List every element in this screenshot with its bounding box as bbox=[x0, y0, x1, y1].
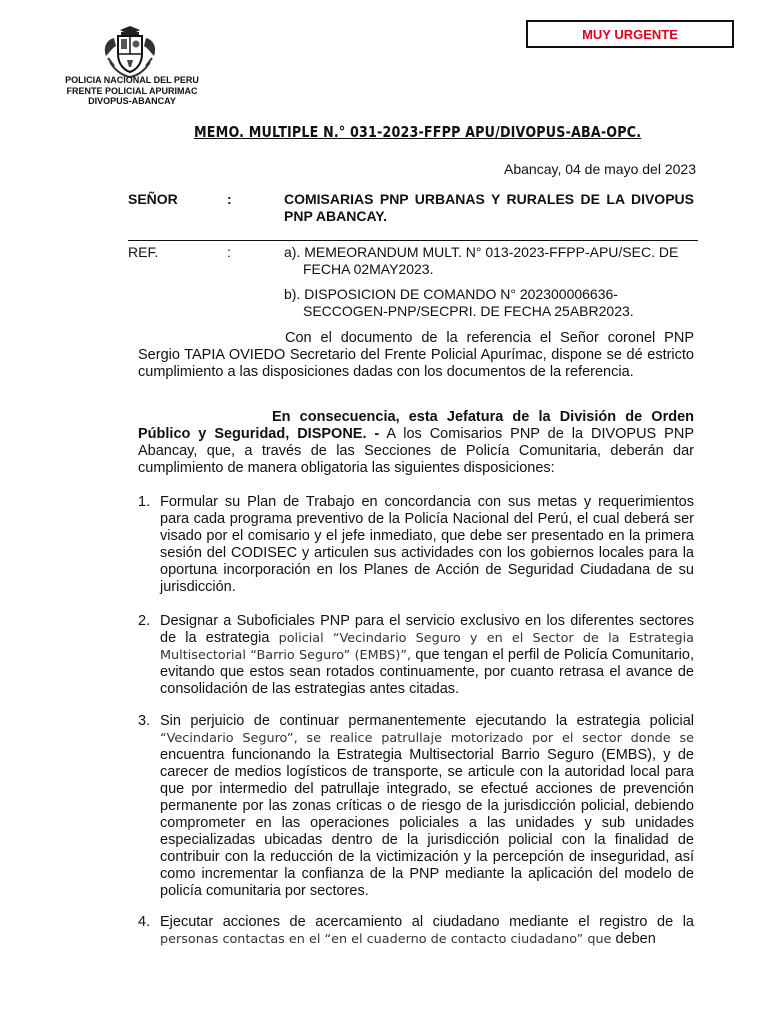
list-item-text bbox=[160, 713, 694, 900]
institution-header bbox=[52, 75, 212, 107]
list-item-text: Formular su Plan de Trabajo en concordancia con sus metas y requerimientos para cada programa preventivo de la Policía Nacional del Perú, el cual deberá ser visado por el comisario y el jefe inmediato, que debe ser presentado en la primera sesión del CODISEC y articulen sus actividades con los gobiernos locales para la oportuna incorporación en los Planes de Acción de Seguridad Ciudadana de su jurisdicción. bbox=[160, 494, 694, 595]
police-seal-icon bbox=[100, 22, 160, 80]
list-item-text-part: policial “Vecindario Seguro y en el Sector de la Estrategia Multisectorial “Barrio Seguro” (EMBS)”, bbox=[160, 631, 694, 663]
reference-a-line: FECHA 02MAY2023. bbox=[303, 260, 434, 277]
to-colon: : bbox=[227, 191, 232, 207]
list-item-text-part: deben bbox=[611, 931, 656, 947]
paragraph-2-text: A los Comisarios PNP de la DIVOPUS PNP Abancay, que, a través de las Secciones de Policía Comunitaria, deberán dar cumplimiento de manera obligatoria las siguientes disposiciones: bbox=[138, 426, 694, 476]
memo-date: Abancay, 04 de mayo del 2023 bbox=[504, 161, 696, 177]
list-item-number: 3. bbox=[138, 713, 151, 729]
paragraph-1 bbox=[138, 330, 694, 381]
list-item-text-part: personas contactas en el “en el cuaderno de contacto ciudadano” que bbox=[160, 932, 612, 947]
addressee: COMISARIAS PNP URBANAS Y RURALES DE LA DIVOPUS PNP ABANCAY. bbox=[284, 191, 694, 224]
paragraph-2-bold: En consecuencia, esta Jefatura de la División de Orden Público y Seguridad, DISPONE. - bbox=[138, 409, 694, 442]
list-item-number: 4. bbox=[138, 914, 151, 930]
list-item-text-part: que tengan el perfil de Policía Comunitario, evitando que estos sean rotados continuamente, por cuanto retrasa el avance de consolidación de las estrategias antes citadas. bbox=[160, 647, 694, 697]
list-item bbox=[138, 613, 694, 698]
ref-colon: : bbox=[227, 244, 231, 260]
list-item-text bbox=[160, 914, 694, 948]
reference-b-line: SECCOGEN-PNP/SECPRI. DE FECHA 25ABR2023. bbox=[303, 302, 634, 319]
institution-line: DIVOPUS-ABANCAY bbox=[88, 96, 176, 106]
to-label: SEÑOR bbox=[128, 191, 178, 207]
list-item bbox=[138, 713, 694, 900]
list-item-text-part: Designar a Suboficiales PNP para el servicio exclusivo en los diferentes sectores de la estrategia bbox=[160, 613, 694, 646]
ref-label: REF. bbox=[128, 244, 159, 260]
institution-line: FRENTE POLICIAL APURIMAC bbox=[66, 85, 198, 96]
reference-b-line: b). DISPOSICION DE COMANDO N° 202300006636- bbox=[284, 286, 618, 302]
list-item-number: 2. bbox=[138, 613, 151, 629]
list-item bbox=[138, 914, 694, 948]
divider bbox=[128, 240, 698, 241]
paragraph-1-text: Con el documento de la referencia el Señor coronel PNP Sergio TAPIA OVIEDO Secretario del Frente Policial Apurímac, dispone se dé estricto cumplimiento a las disposiciones dadas con los documentos de la referencia. bbox=[138, 330, 694, 380]
paragraph-2 bbox=[138, 409, 694, 477]
list-item-text bbox=[160, 613, 694, 698]
list-item-text-part: Sin perjuicio de continuar permanentemente ejecutando la estrategia policial bbox=[160, 713, 694, 729]
list-item-text-part: “Vecindario Seguro”, se realice patrullaje motorizado por el sector donde se bbox=[160, 731, 694, 746]
memo-title: MEMO. MULTIPLE N.° 031-2023-FFPP APU/DIVOPUS-ABA-OPC. bbox=[194, 123, 642, 141]
list-item-text-part: Ejecutar acciones de acercamiento al ciudadano mediante el registro de la bbox=[160, 914, 694, 930]
reference-b bbox=[284, 286, 696, 319]
reference-a-line: a). MEMEORANDUM MULT. N° 013-2023-FFPP-APU/SEC. DE bbox=[284, 244, 679, 260]
list-item bbox=[138, 494, 694, 596]
institution-line: POLICIA NACIONAL DEL PERU bbox=[65, 75, 199, 85]
list-item-text-part: encuentra funcionando la Estrategia Multisectorial Barrio Seguro (EMBS), y de carecer de medios logísticos de transporte, se articule con la autoridad local para que por intermedio del patrullaje integrado, se efectué acciones de prevención permanente por las zonas críticas o de riesgo de la jurisdicción policial, debiendo comprometer en las operaciones policiales a las unidades y sub unidades especializadas ubicadas dentro de la jurisdicción policial con la finalidad de contribuir con la reducción de la victimización y la percepción de inseguridad, así como incrementar la confianza de la PNP mediante la aplicación del modelo de policía comunitaria por sectores. bbox=[160, 747, 694, 899]
list-item-number: 1. bbox=[138, 494, 151, 510]
urgency-badge: MUY URGENTE bbox=[526, 20, 734, 48]
reference-a bbox=[284, 244, 696, 277]
